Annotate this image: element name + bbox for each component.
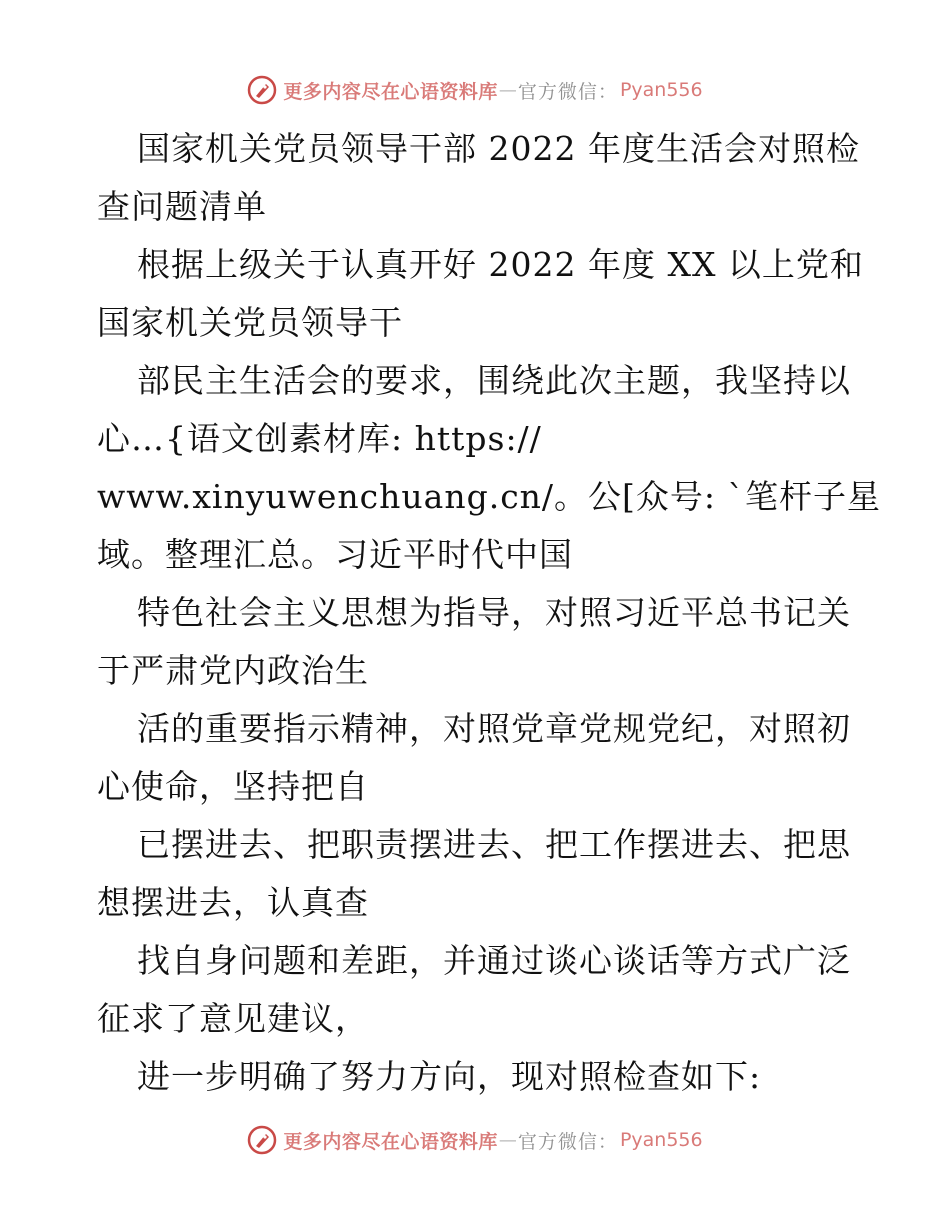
doc-title-line-2: 查问题清单 xyxy=(97,187,267,226)
watermark-site-name: 更多内容尽在心语资料库 xyxy=(283,1130,498,1153)
doc-line: 域。整理汇总。习近平时代中国 xyxy=(97,535,573,574)
doc-line: 心…{语文创素材库: https:// xyxy=(97,419,542,458)
doc-line: 征求了意见建议， xyxy=(97,999,369,1038)
doc-line: 心使命，坚持把自 xyxy=(97,767,369,806)
watermark-separator: — xyxy=(498,1129,517,1151)
doc-line: 找自身问题和差距，并通过谈心谈话等方式广泛 xyxy=(137,941,851,980)
doc-line: 特色社会主义思想为指导，对照习近平总书记关 xyxy=(137,593,851,632)
doc-line: www.xinyuwenchuang.cn/。公[众号: `笔杆子星 xyxy=(97,477,882,516)
watermark-wechat-id: Pyan556 xyxy=(619,1129,703,1151)
doc-line: 部民主生活会的要求，围绕此次主题，我坚持以 xyxy=(137,361,851,400)
watermark-contact-label: 官方微信： xyxy=(517,1130,618,1153)
watermark-contact-label: 官方微信： xyxy=(517,80,618,103)
doc-line: 根据上级关于认真开好 2022 年度 XX 以上党和 xyxy=(137,245,864,284)
doc-title-line-1: 国家机关党员领导干部 2022 年度生活会对照检 xyxy=(137,129,860,168)
pen-nib-logo-icon xyxy=(247,1125,277,1155)
watermark-separator: — xyxy=(498,79,517,101)
doc-line: 已摆进去、把职责摆进去、把工作摆进去、把思 xyxy=(137,825,851,864)
pen-nib-logo-icon xyxy=(247,75,277,105)
doc-line: 活的重要指示精神，对照党章党规党纪，对照初 xyxy=(137,709,851,748)
doc-line: 于严肃党内政治生 xyxy=(97,651,369,690)
doc-line: 进一步明确了努力方向，现对照检查如下: xyxy=(137,1057,762,1096)
document-body xyxy=(97,120,882,1106)
header-watermark xyxy=(0,70,950,110)
doc-line: 国家机关党员领导干 xyxy=(97,303,403,342)
watermark-site-name: 更多内容尽在心语资料库 xyxy=(283,80,498,103)
watermark-wechat-id: Pyan556 xyxy=(619,79,703,101)
doc-line: 想摆进去，认真查 xyxy=(97,883,369,922)
footer-watermark xyxy=(0,1120,950,1160)
